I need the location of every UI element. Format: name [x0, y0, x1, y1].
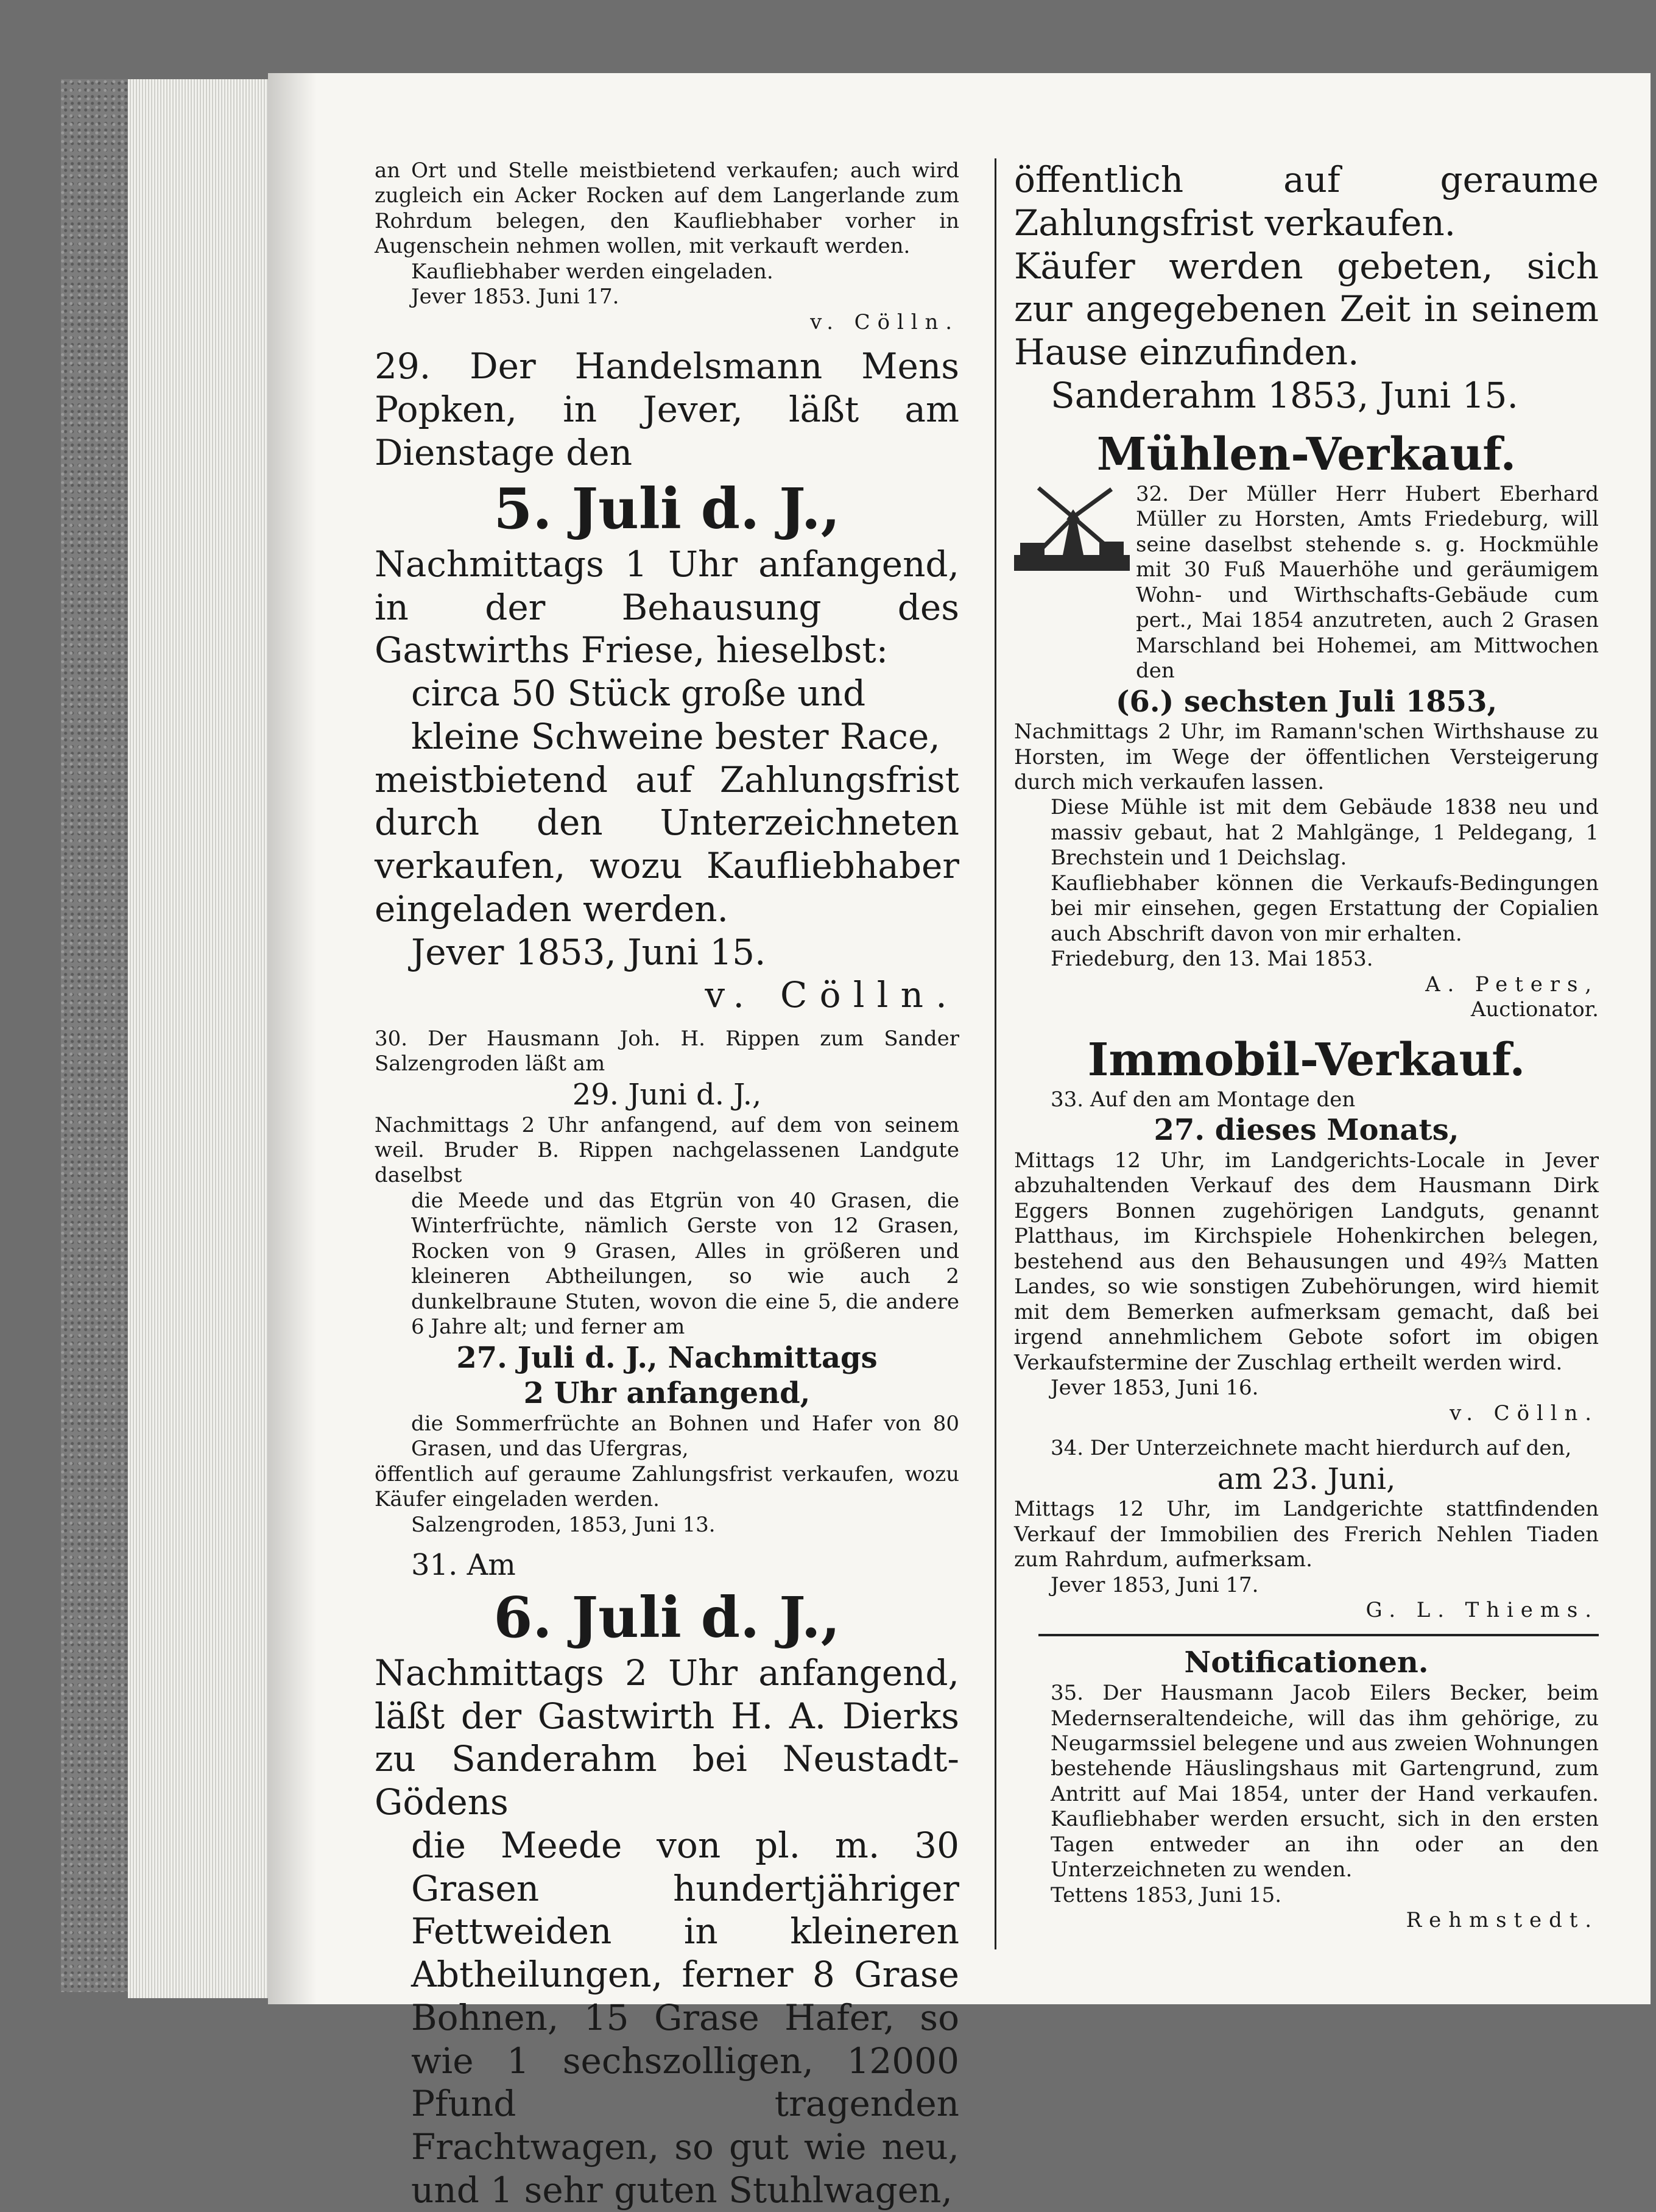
- notice-31-continuation: öffentlich auf geraume Zahlungsfrist verkaufen.: [1014, 159, 1599, 244]
- notice-33-date: 27. dieses Monats,: [1154, 1113, 1459, 1148]
- notice-32-text: 32. Der Müller Herr Hubert Eberhard Müller zu Horsten, Amts Friedeburg, will seine daselbst stehende s. g. Hockmühle mit 30 Fuß Mauerhöhe und geräumigem Wohn- und Wirthschafts-Gebäude cum pert., Mai 1854 anzutreten, auch 2 Grasen Marschland bei Hohemei, am Mittwochen den: [1136, 481, 1599, 684]
- notice-32-place: Friedeburg, den 13. Mai 1853.: [1051, 947, 1373, 972]
- notice-30-rest: öffentlich auf geraume Zahlungsfrist verkaufen, wozu Käufer eingeladen werden.: [375, 1461, 959, 1512]
- notice-35-signature: Rehmstedt.: [1406, 1908, 1599, 1933]
- notice-29-item: circa 50 Stück große und kleine Schweine bester Race,: [411, 673, 940, 757]
- notice-31-buyers: Käufer werden gebeten, sich zur angegebenen Zeit in seinem Hause einzufinden.: [1014, 245, 1599, 373]
- notice-31-time: Nachmittags 2 Uhr anfangend, läßt der Gastwirth H. A. Dierks zu Sanderahm bei Neustadt-Gödens: [375, 1652, 959, 1823]
- notice-30-items2: die Sommerfrüchte an Bohnen und Hafer von 80 Grasen, und das Ufergras,: [411, 1411, 959, 1461]
- notice-30-date: 29. Juni d. J.,: [572, 1077, 762, 1112]
- notice-29-date: 5. Juli d. J.,: [493, 475, 840, 542]
- notice-32-conditions: Kaufliebhaber können die Verkaufs-Bedingungen bei mir einsehen, gegen Erstattung der Copialien auch Abschrift davon von mir erhalten.: [1051, 871, 1599, 946]
- notice-34-date: am 23. Juni,: [1217, 1461, 1396, 1496]
- notice-29-signature: v. Cölln.: [705, 974, 959, 1016]
- notice-33-place: Jever 1853, Juni 16.: [1051, 1376, 1259, 1401]
- notice-32-description: Diese Mühle ist mit dem Gebäude 1838 neu und massiv gebaut, hat 2 Mahlgänge, 1 Peldegang, 1 Brechstein und 1 Deichslag.: [1051, 795, 1599, 871]
- notice-30-place: Salzengroden, 1853, Juni 13.: [411, 1512, 716, 1537]
- notice-33-signature: v. Cölln.: [1450, 1401, 1599, 1426]
- book-binding: [61, 79, 130, 1992]
- notice-signature: v. Cölln.: [810, 309, 959, 334]
- notice-29-time: Nachmittags 1 Uhr anfangend, in der Behausung des Gastwirths Friese, hieselbst:: [375, 543, 959, 671]
- notice-34-text: Mittags 12 Uhr, im Landgerichte stattfindenden Verkauf der Immobilien des Frerich Nehlen Tiaden zum Rahrdum, aufmerksam.: [1014, 1497, 1599, 1572]
- windmill-icon: [1014, 482, 1130, 573]
- notice-30-date2-time: 2 Uhr anfangend,: [523, 1376, 811, 1411]
- notice-32-role: Auctionator.: [1470, 997, 1599, 1022]
- notice-29-place: Jever 1853, Juni 15.: [411, 931, 766, 973]
- notice-33-intro: 33. Auf den am Montage den: [1051, 1087, 1356, 1112]
- notice-35-place: Tettens 1853, Juni 15.: [1051, 1882, 1282, 1907]
- mill-sale-heading: Mühlen-Verkauf.: [1096, 428, 1517, 481]
- notice-34-intro: 34. Der Unterzeichnete macht hierdurch auf den,: [1051, 1436, 1572, 1461]
- notice-32-time: Nachmittags 2 Uhr, im Ramann'schen Wirthshause zu Horsten, im Wege der öffentlichen Versteigerung durch mich verkaufen lassen.: [1014, 719, 1599, 794]
- newspaper-page: [268, 73, 1651, 2211]
- notice-32-block: [1014, 482, 1599, 684]
- notice-33-text: Mittags 12 Uhr, im Landgerichts-Locale in Jever abzuhaltenden Verkauf des dem Hausmann Dirk Eggers Bonnen zugehörigen Landguts, genannt Platthaus, im Kirchspiele Hohenkirchen belegen, bestehend aus den Behausungen und 49⅔ Matten Landes, so wie sonstigen Zubehörungen, wird hiemit mit dem Bemerken aufmerksam gemacht, daß bei irgend annehmlichem Gebote sofort im obigen Verkaufstermine der Zuschlag ertheilt werden wird.: [1014, 1148, 1599, 1375]
- notice-31-place: Sanderahm 1853, Juni 15.: [1051, 374, 1518, 416]
- notice-34-place: Jever 1853, Juni 17.: [1051, 1572, 1259, 1597]
- notice-32-signature: A. Peters,: [1425, 972, 1599, 997]
- notice-31-intro: 31. Am: [411, 1548, 516, 1583]
- notice-30-items: die Meede und das Etgrün von 40 Grasen, die Winterfrüchte, nämlich Gerste von 12 Grasen, Rocken von 9 Grasen, Alles in größeren und kleineren Abtheilungen, so wie auch 2 dunkelbraune Stuten, wovon die eine 5, die andere 6 Jahre alt; und ferner am: [411, 1188, 959, 1340]
- notifications-heading: Notificationen.: [1184, 1645, 1429, 1680]
- spine-shadow: [268, 73, 317, 2004]
- notice-31-date: 6. Juli d. J.,: [493, 1584, 840, 1650]
- notice-35-text: 35. Der Hausmann Jacob Eilers Becker, beim Medernseraltendeiche, will das ihm gehörige, zu Neugarmssiel belegene und aus zweien Wohnungen bestehende Häuslingshaus mit Gartengrund, zum Antritt auf Mai 1854, unter der Hand verkaufen. Kaufliebhaber werden ersucht, sich in den ersten Tagen entweder an ihn oder an den Unterzeichneten zu wenden.: [1051, 1681, 1599, 1882]
- notice-30-time: Nachmittags 2 Uhr anfangend, auf dem von seinem weil. Bruder B. Rippen nachgelassenen Landgute daselbst: [375, 1112, 959, 1188]
- notice-32-date: (6.) sechsten Juli 1853,: [1115, 684, 1498, 719]
- notice-34-signature: G. L. Thiems.: [1365, 1598, 1599, 1623]
- notice-invitation: Kaufliebhaber werden eingeladen.: [411, 259, 773, 284]
- notice-date: Jever 1853. Juni 17.: [411, 284, 619, 309]
- notice-30-intro: 30. Der Hausmann Joh. H. Rippen zum Sander Salzengroden läßt am: [375, 1026, 959, 1076]
- notice-29-rest: meistbietend auf Zahlungsfrist durch den Unterzeichneten verkaufen, wozu Kaufliebhaber eingeladen werden.: [375, 758, 959, 930]
- column-rule: [995, 158, 996, 1949]
- page-edges: [128, 79, 268, 1998]
- notice-31-items: die Meede von pl. m. 30 Grasen hundertjähriger Fettweiden in kleineren Abtheilungen, ferner 8 Grase Bohnen, 15 Grase Hafer, so wie 1 sechszolligen, 12000 Pfund tragenden Frachtwagen, so gut wie neu, und 1 sehr guten Stuhlwagen,: [411, 1824, 959, 2211]
- left-column: [375, 158, 959, 2212]
- notice-continuation: an Ort und Stelle meistbietend verkaufen; auch wird zugleich ein Acker Rocken auf dem Langerlande zum Rohrdum belegen, den Kaufliebhaber vorher in Augenschein nehmen wollen, mit verkauft werden.: [375, 158, 959, 259]
- right-column: [1014, 158, 1599, 1934]
- property-sale-heading: Immobil-Verkauf.: [1087, 1033, 1526, 1086]
- notice-30-date2: 27. Juli d. J., Nachmittags: [456, 1340, 878, 1375]
- notice-29-intro: 29. Der Handelsmann Mens Popken, in Jever, läßt am Dienstage den: [375, 345, 959, 473]
- section-divider: [1038, 1634, 1599, 1636]
